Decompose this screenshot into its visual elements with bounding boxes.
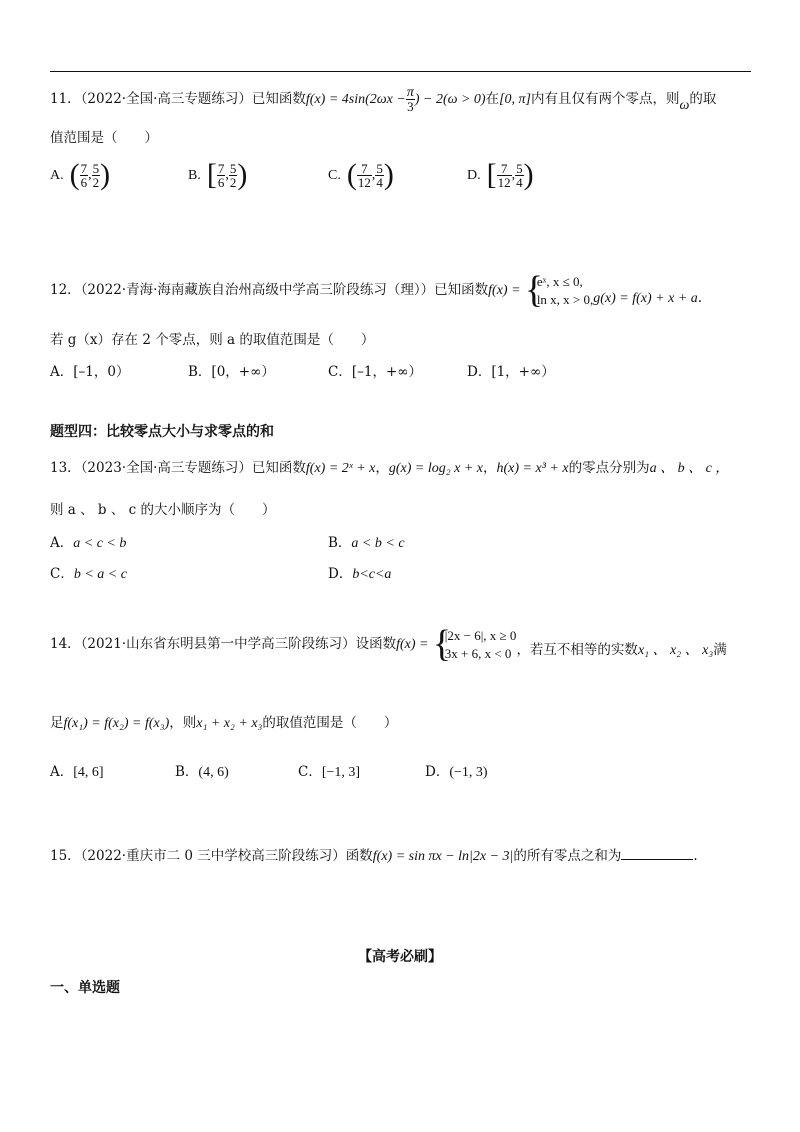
section-single-choice: 一、单选题 [50, 980, 120, 996]
q13-line1: 13．（2023·全国·高三专题练习）已知函数f(x) = 2ˣ + x，g(x) = log₂ x + x，h(x) = x³ + x的零点分别为a 、 b 、 c ， [50, 460, 730, 476]
q13-zeros: a 、 b 、 c ， [649, 461, 730, 476]
top-rule [50, 71, 751, 72]
q11-function-tail: ) − 2(ω > 0) [414, 92, 486, 107]
q15-source: （2022·重庆市二 0 三中学校高三阶段练习）函数 [80, 848, 373, 864]
q14-option-d[interactable]: D．(−1, 3) [425, 764, 488, 780]
q12-line2: 若 g（x）存在 2 个零点，则 a 的取值范围是（ ） [50, 332, 375, 348]
q12-piecewise: { eˣ, x ≤ 0, ln x, x > 0, [524, 268, 594, 311]
q14-option-b[interactable]: B．(4, 6) [175, 764, 229, 780]
q12-line1: 12．（2022·青海·海南藏族自治州高级中学高三阶段练习（理））已知函数f(x) = { eˣ, x ≤ 0, ln x, x > 0, g(x) = f(x) + x + a. [50, 268, 703, 311]
q13-source: （2023·全国·高三专题练习）已知函数 [80, 460, 306, 476]
q11-number: 11． [50, 91, 81, 107]
q13-option-b[interactable]: B．a < b < c [328, 535, 405, 551]
q12-option-a[interactable]: A．[–1，0） [50, 364, 130, 380]
q11-pi-over-3: $\frac{\pi}{3}$ [406, 85, 414, 114]
q11-option-a[interactable]: A. ( $\frac{7}{6}$ , $\frac{5}{2}$ ) [50, 158, 111, 191]
q13-h: h(x) = x³ + x [496, 461, 569, 476]
q14-number: 14． [50, 636, 81, 652]
q14-sum: x₁ + x₂ + x₃ [196, 716, 263, 731]
q15-answer-blank[interactable] [621, 845, 693, 860]
q14-condition: f(x₁) = f(x₂) = f(x₃) [63, 716, 170, 731]
q12-number: 12． [50, 282, 81, 298]
q11-option-c[interactable]: C. ( $\frac{7}{12}$ , $\frac{5}{4}$ ) [328, 158, 394, 191]
q13-g: g(x) = log₂ x + x [388, 461, 484, 476]
q12-option-d[interactable]: D．[1，+∞） [467, 364, 555, 380]
q13-number: 13． [50, 460, 81, 476]
section-heading-4: 题型四：比较零点大小与求零点的和 [50, 424, 274, 440]
q12-option-c[interactable]: C．[–1，+∞） [328, 364, 423, 380]
q13-line2: 则 a 、 b 、 c 的大小顺序为（ ） [50, 502, 276, 518]
q13-option-c[interactable]: C．b < a < c [50, 566, 127, 582]
q15-number: 15． [50, 848, 81, 864]
gaokao-title: 【高考必刷】 [358, 949, 442, 965]
q14-line1: 14．（2021·山东省东明县第一中学高三阶段练习）设函数f(x) = { |2x − 6|, x ≥ 0 3x + 6, x < 0 ，若互不相等的实数x₁ 、 x₂ 、 x₃满 [50, 622, 727, 665]
q14-line2: 足f(x₁) = f(x₂) = f(x₃)，则x₁ + x₂ + x₃的取值范围是（ ） [50, 715, 398, 731]
q11-line1: 11．（2022·全国·高三专题练习）已知函数f(x) = 4sin(2ωx − $\frac{\pi}{3}$ ) − 2(ω > 0)在[0, π]内有且仅有两个零点，则ω的取 [50, 85, 717, 114]
q14-option-c[interactable]: C．[−1, 3] [298, 764, 361, 780]
q11-function: f(x) = 4sin(2ωx − [305, 92, 406, 107]
q12-source: （2022·青海·海南藏族自治州高级中学高三阶段练习（理））已知函数 [80, 282, 489, 298]
q11-line2: 值范围是（ ） [50, 130, 158, 146]
q12-g-function: g(x) = f(x) + x + a [593, 291, 698, 306]
q14-source: （2021·山东省东明县第一中学高三阶段练习）设函数 [80, 636, 397, 652]
q11-option-d[interactable]: D. [ $\frac{7}{12}$ , $\frac{5}{4}$ ) [467, 158, 534, 191]
q13-option-a[interactable]: A．a < c < b [50, 535, 127, 551]
q12-option-b[interactable]: B．[0，+∞） [188, 364, 275, 380]
q15-function: f(x) = sin πx − ln|2x − 3| [372, 849, 514, 864]
q11-omega: ω [679, 98, 690, 113]
q14-variables: x₁ 、 x₂ 、 x₃ [637, 643, 714, 658]
q11-interval: [0, π] [499, 92, 532, 107]
q14-piecewise: { |2x − 6|, x ≥ 0 3x + 6, x < 0 [432, 622, 517, 665]
q14-option-a[interactable]: A．[4, 6] [50, 764, 104, 780]
q11-source: （2022·全国·高三专题练习）已知函数 [80, 91, 306, 107]
q13-option-d[interactable]: D．b<c<a [328, 566, 392, 582]
q15-line1: 15．（2022·重庆市二 0 三中学校高三阶段练习）函数f(x) = sin πx − ln|2x − 3|的所有零点之和为 . [50, 845, 698, 867]
q11-option-b[interactable]: B. [ $\frac{7}{6}$ , $\frac{5}{2}$ ) [188, 158, 248, 191]
q13-f: f(x) = 2ˣ + x [305, 461, 376, 476]
